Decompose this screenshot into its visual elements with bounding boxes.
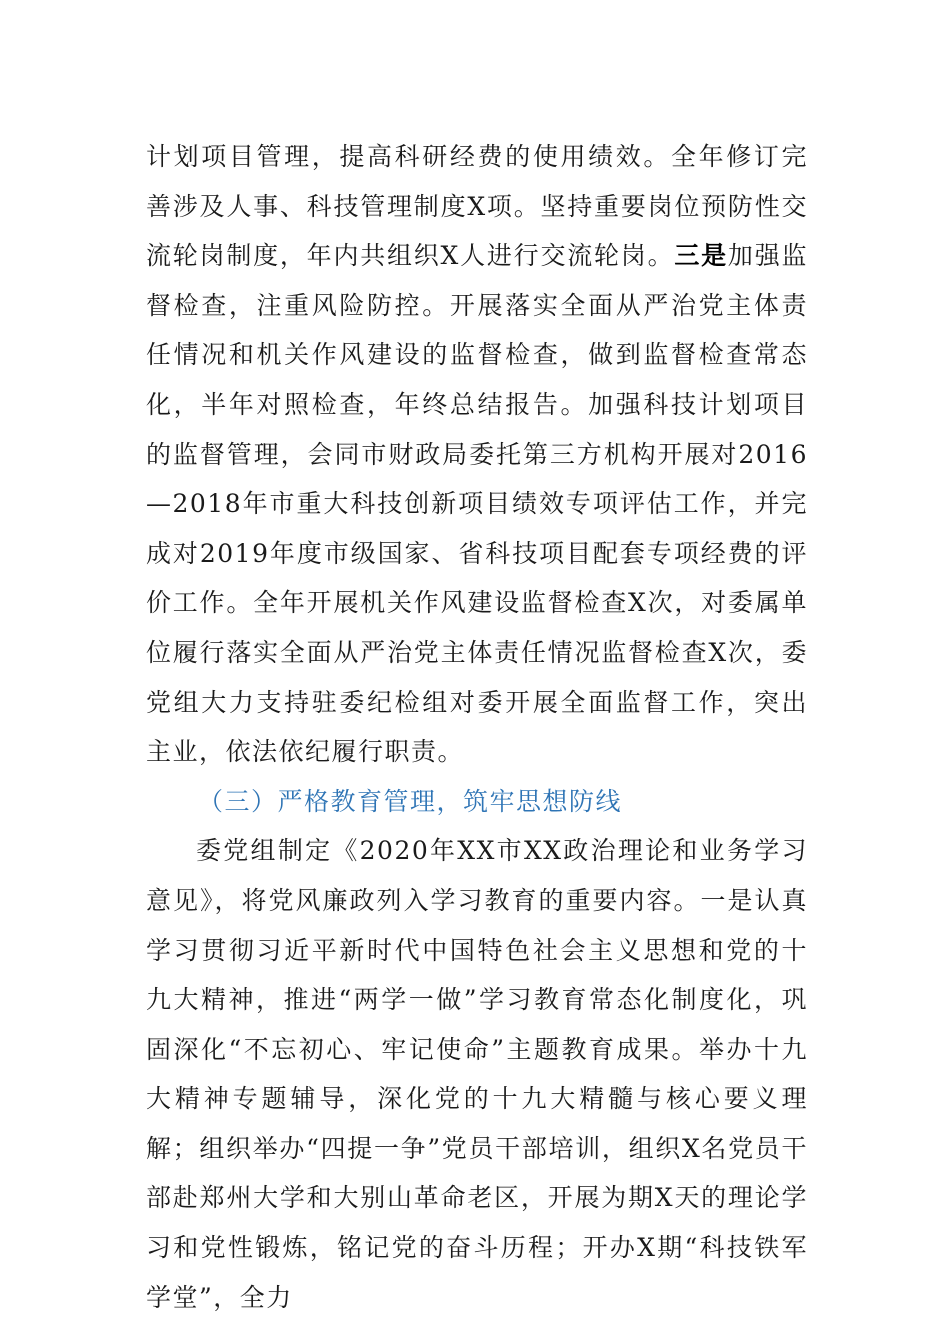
section-heading: （三）严格教育管理，筑牢思想防线	[198, 786, 623, 816]
paragraph-education: 委党组制定《2020年XX市XX政治理论和业务学习意见》，将党风廉政列入学习教育的重要内容。一是认真学习贯彻习近平新时代中国特色社会主义思想和党的十九大精神，推进“两学一做”学习教育常态化制度化，巩固深化“不忘初心、牢记使命”主题教育成果。举办十九大精神专题辅导，深化党的十九大精髓与核心要义理解；组织举办“四提一争”党员干部培训，组织X名党员干部赴郑州大学和大别山革命老区，开展为期X天的理论学习和党性锻炼，铭记党的奋斗历程；开办X期“科技铁军学堂”，全力	[146, 836, 808, 1312]
paragraph-text-start: 计划项目管理，提高科研经费的使用绩效。全年修订完善涉及人事、科技管理制度X项。坚持重要岗位预防性交流轮岗制度，年内共组织X人进行交流轮岗。	[146, 142, 808, 271]
document-page	[146, 132, 808, 1322]
paragraph-text-end: 加强监督检查，注重风险防控。开展落实全面从严治党主体责任情况和机关作风建设的监督检查，做到监督检查常态化，半年对照检查，年终总结报告。加强科技计划项目的监督管理，会同市财政局委托第三方机构开展对2016—2018年市重大科技创新项目绩效专项评估工作，并完成对2019年度市级国家、省科技项目配套专项经费的评价工作。全年开展机关作风建设监督检查X次，对委属单位履行落实全面从严治党主体责任情况监督检查X次，委党组大力支持驻委纪检组对委开展全面监督工作，突出主业，依法依纪履行职责。	[146, 241, 808, 767]
bold-marker-third: 三是	[674, 241, 728, 271]
paragraph-supervision	[146, 132, 808, 777]
